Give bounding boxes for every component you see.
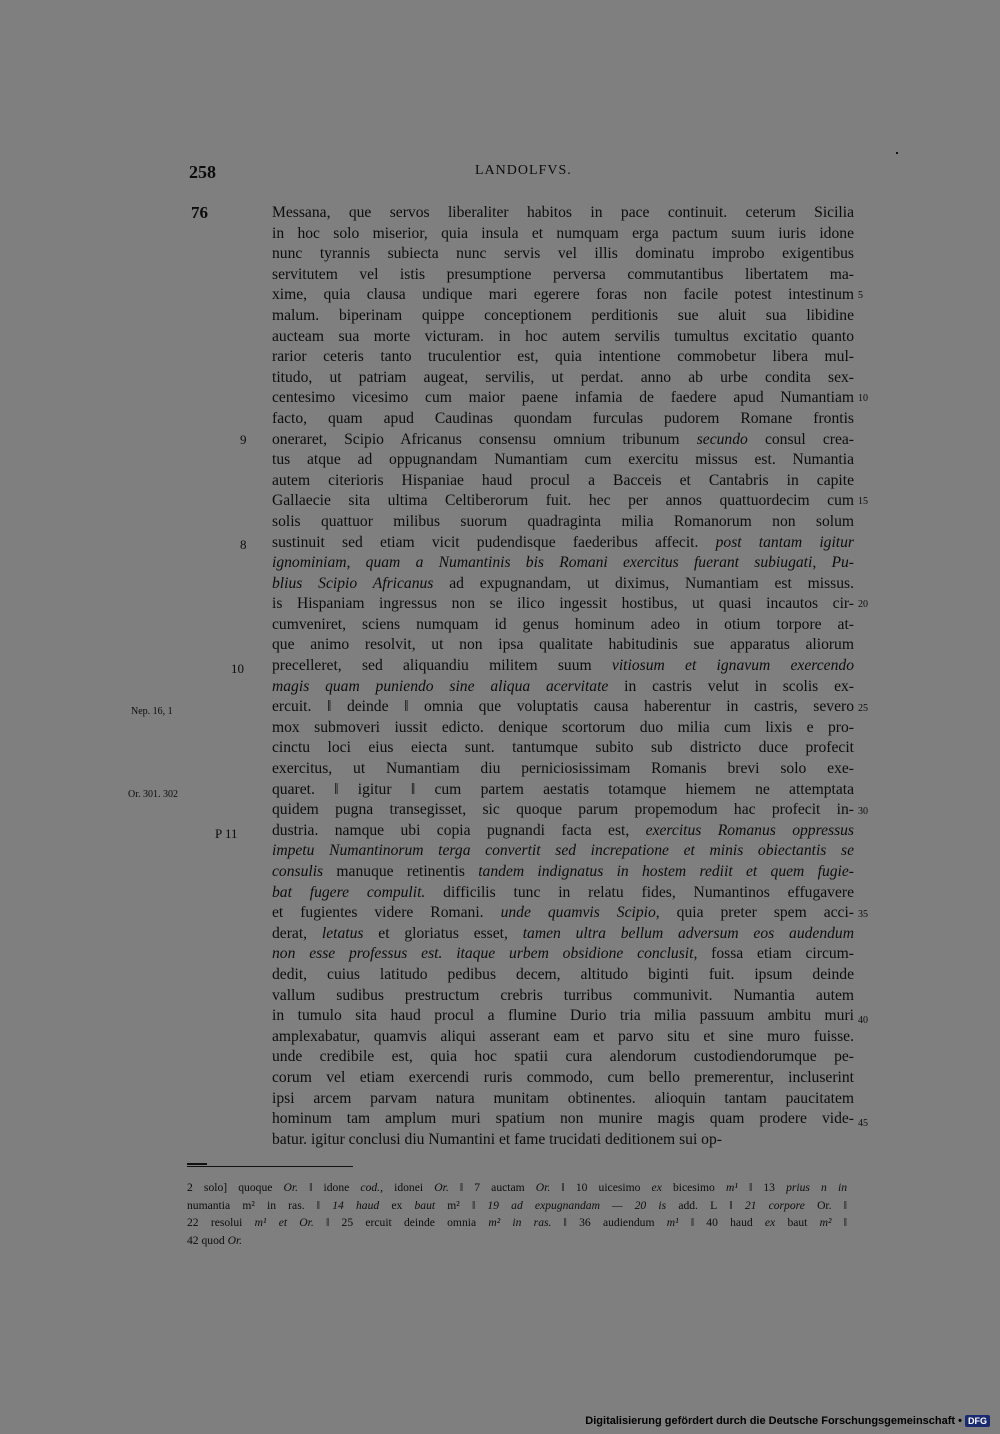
text-span: centesimo vicesimo cum maior paene infamia de faedere apud Numantiam bbox=[272, 389, 854, 407]
text-span: exercitus, ut Numantiam diu perniciosissimam Romanis brevi solo exe- bbox=[272, 760, 854, 778]
text-line bbox=[272, 615, 854, 636]
text-line bbox=[272, 965, 854, 986]
footnote-text: Or. bbox=[817, 1198, 832, 1212]
footnote-italic: ‖ 21 corpore bbox=[717, 1198, 818, 1212]
text-span: , quia preter spem acci- bbox=[655, 904, 854, 922]
footnote-text: ‖ 40 haud bbox=[678, 1216, 765, 1230]
text-span: xime, quia clausa undique mari egerere foras non facile potest intestinum bbox=[272, 286, 854, 304]
text-line bbox=[272, 986, 854, 1007]
text-line bbox=[272, 1006, 854, 1027]
footnote-italic: Or. bbox=[535, 1181, 551, 1194]
footnote-text: baut bbox=[775, 1216, 820, 1230]
italic-text: letatus bbox=[321, 924, 364, 942]
footnote-italic: ‖ 14 haud bbox=[304, 1198, 392, 1212]
text-span: rarior ceteris tanto truculentior est, quia intentione commobetur libera mul- bbox=[272, 348, 854, 366]
text-line bbox=[272, 883, 854, 904]
text-line bbox=[272, 553, 854, 574]
footnote-text: ‖ 13 bbox=[737, 1181, 787, 1194]
text-line bbox=[272, 1068, 854, 1089]
text-line bbox=[272, 594, 854, 615]
text-line bbox=[272, 1109, 854, 1130]
text-line bbox=[272, 903, 854, 924]
footnote-italic: Or. bbox=[434, 1181, 449, 1194]
footnote-text: numantia m² in ras. bbox=[187, 1198, 305, 1212]
footnote-line bbox=[187, 1179, 847, 1197]
footnote-text: 2 solo] quoque bbox=[187, 1181, 284, 1194]
text-line bbox=[272, 1027, 854, 1048]
text-line bbox=[272, 574, 854, 595]
text-span: Messana, que servos liberaliter habitos in pace continuit. ceterum Sicilia bbox=[272, 204, 854, 221]
source-number: 8 bbox=[240, 537, 247, 552]
text-span: cumveniret, sciens numquam id genus hominum adeo in otium torpore at- bbox=[272, 615, 854, 633]
italic-text: ignominiam, quam a Numantinis bis Romani exercitus fuerant subiugati, Pu- bbox=[272, 554, 854, 572]
text-line bbox=[272, 388, 854, 409]
footnote-line bbox=[187, 1232, 847, 1250]
text-line bbox=[272, 203, 854, 224]
text-line bbox=[272, 265, 854, 286]
footnote-italic: ‖ 19 ad expugnandam — 20 is bbox=[459, 1198, 679, 1212]
line-number: 35 bbox=[858, 909, 868, 920]
italic-text: bat fugere compulit. bbox=[272, 883, 426, 901]
text-line bbox=[272, 924, 854, 945]
footnote-text: ‖ 7 auctam bbox=[448, 1181, 536, 1194]
text-line bbox=[272, 1089, 854, 1110]
footnote-italic: ‖ bbox=[831, 1198, 847, 1212]
footnote-text: ‖ 25 ercuit deinde omnia bbox=[313, 1216, 489, 1230]
text-span: unde credibile est, quia hoc spatii cura alendorum custodiendorumque pe- bbox=[272, 1048, 854, 1066]
source-number: 9 bbox=[240, 432, 247, 447]
text-line bbox=[272, 471, 854, 492]
text-span: corum vel etiam exercendi ruris commodo, cum bello premerentur, incluserint bbox=[272, 1068, 854, 1086]
footnote-text: 42 quod bbox=[187, 1234, 228, 1248]
text-span: hominum tam amplum muri spatium non munire magis quam prodere vide- bbox=[272, 1110, 854, 1128]
source-number: 10 bbox=[231, 661, 244, 676]
text-line bbox=[272, 224, 854, 245]
text-span: difficilis tunc in relatu fides, Numantinos effugavere bbox=[425, 883, 854, 901]
text-span: precelleret, sed aliquandiu militem suum bbox=[272, 657, 612, 675]
italic-text: non esse professus est. itaque urbem obsidione conclusit, bbox=[272, 945, 698, 963]
text-line bbox=[272, 533, 854, 554]
footnote-text: 22 resolui bbox=[187, 1216, 255, 1230]
line-number: 10 bbox=[858, 393, 868, 404]
italic-text: unde quamvis Scipio bbox=[500, 904, 656, 922]
footnote-text: add. L bbox=[678, 1198, 718, 1212]
text-span: fossa etiam circum- bbox=[697, 945, 854, 963]
text-span: et fugientes videre Romani. bbox=[272, 904, 501, 922]
footnote-text: ‖ 10 uicesimo bbox=[550, 1181, 652, 1194]
text-line bbox=[272, 430, 854, 451]
text-span: et gloriatus esset, bbox=[363, 924, 523, 942]
text-line bbox=[272, 718, 854, 739]
text-line bbox=[272, 327, 854, 348]
main-text bbox=[272, 203, 854, 1150]
text-span: in tumulo sita haud procul a flumine Durio tria milia passuum ambitu muri bbox=[272, 1007, 854, 1025]
text-span: facto, quam apud Caudinas quondam furculas pudorem Romane frontis bbox=[272, 409, 854, 427]
line-number: 40 bbox=[858, 1015, 868, 1026]
italic-text: blius Scipio Africanus bbox=[272, 574, 434, 592]
text-line bbox=[272, 944, 854, 965]
footnote-italic: m² in ras. bbox=[488, 1216, 552, 1230]
text-line bbox=[272, 759, 854, 780]
footnote-italic: cod. bbox=[349, 1181, 381, 1194]
line-number: 45 bbox=[858, 1118, 868, 1129]
text-line bbox=[272, 738, 854, 759]
italic-text: impetu Numantinorum terga convertit sed increpatione et minis obiectantis se bbox=[272, 842, 854, 860]
text-span: solis quattuor milibus suorum quadraginta milia Romanorum non solum bbox=[272, 512, 854, 530]
text-line bbox=[272, 450, 854, 471]
line-number: 5 bbox=[858, 290, 863, 301]
italic-text: vitiosum et ignavum exercendo bbox=[611, 657, 854, 675]
text-span: dustria. namque ubi copia pugnandi facta est, bbox=[272, 821, 646, 839]
text-span: mox submoveri iussit edicto. denique scortorum duo milia cum lixis e pro- bbox=[272, 718, 854, 736]
italic-text: secundo bbox=[696, 430, 748, 448]
italic-text: post tantam igitur bbox=[715, 533, 854, 551]
text-line bbox=[272, 635, 854, 656]
funding-footer bbox=[585, 1415, 990, 1427]
italic-text: tamen ultra bellum adversum eos audendum bbox=[522, 924, 854, 942]
italic-text: magis quam puniendo sine aliqua acervitate bbox=[272, 677, 609, 695]
text-span: servitutem vel istis presumptione perversa commutantibus libertatem ma- bbox=[272, 265, 854, 283]
text-line bbox=[272, 306, 854, 327]
footnote-italic: Or. bbox=[227, 1234, 243, 1248]
footnote-text: ‖ 36 audiendum bbox=[551, 1216, 667, 1230]
text-line bbox=[272, 285, 854, 306]
chapter-number: 76 bbox=[191, 203, 208, 222]
text-line bbox=[272, 1047, 854, 1068]
text-span: dedit, cuius latitudo pedibus decem, altitudo biginti fuit. ipsum deinde bbox=[272, 965, 854, 983]
text-line bbox=[272, 841, 854, 862]
footnote-italic: Or. bbox=[283, 1181, 299, 1194]
text-span: quidem pugna transegisset, sic quoque parum propemodum hac profecit in- bbox=[272, 801, 854, 819]
footnote-italic: baut bbox=[402, 1198, 448, 1212]
italic-text: exercitus Romanus oppressus bbox=[645, 821, 854, 839]
text-span: vallum sudibus prestructum crebris turribus communivit. Numantia autem bbox=[272, 986, 854, 1004]
footnote-italic: ex bbox=[651, 1181, 662, 1194]
text-span: malum. biperinam quippe conceptionem perditionis sue aluit sua libidine bbox=[272, 306, 854, 324]
footnote-text: , idonei bbox=[380, 1181, 435, 1194]
running-head: LANDOLFVS. bbox=[475, 163, 572, 178]
margin-reference: Or. 301. 302 bbox=[128, 789, 178, 800]
footnote-rule bbox=[187, 1166, 353, 1167]
footnotes bbox=[187, 1179, 847, 1250]
footnote-italic: ex bbox=[764, 1216, 776, 1230]
text-span: titudo, ut patriam augeat, servilis, ut perdat. anno ab urbe condita sex- bbox=[272, 368, 854, 386]
text-span: amplexabatur, quamvis aliqui asserant eam et parvo situ et sine muro fuisse. bbox=[272, 1027, 854, 1045]
text-line bbox=[272, 244, 854, 265]
text-span: autem citerioris Hispaniae haud procul a Bacceis et Cantabris in capite bbox=[272, 471, 854, 489]
text-line bbox=[272, 677, 854, 698]
footnote-italic: m² bbox=[819, 1216, 832, 1230]
text-span: quaret. ‖ igitur ‖ cum partem aestatis totamque hiemem ne attemptata bbox=[272, 780, 854, 798]
italic-text: tandem indignatus in hostem rediit et quem fugie- bbox=[478, 863, 854, 880]
line-number: 15 bbox=[858, 496, 868, 507]
footnote-text: bicesimo bbox=[661, 1181, 726, 1194]
footnote-text: m² bbox=[447, 1198, 460, 1212]
text-line bbox=[272, 409, 854, 430]
text-span: aucteam sua morte victuram. in hoc autem servilis tumultus excitatio quanto bbox=[272, 327, 854, 345]
text-span: ercuit. ‖ deinde ‖ omnia que voluptatis causa haberentur in castris, severo bbox=[272, 698, 854, 716]
text-line bbox=[272, 368, 854, 389]
text-line bbox=[272, 347, 854, 368]
italic-text: consulis bbox=[272, 863, 324, 880]
line-number: 30 bbox=[858, 806, 868, 817]
speck bbox=[896, 152, 898, 154]
text-span: nunc tyrannis subiecta nunc servis vel illis dominatu improbo exigentibus bbox=[272, 245, 854, 263]
page-number: 258 bbox=[189, 162, 216, 182]
text-span: in castris velut in scolis ex- bbox=[608, 677, 854, 695]
funding-text: Digitalisierung gefördert durch die Deutsche Forschungsgemeinschaft • bbox=[585, 1415, 962, 1427]
text-line bbox=[272, 800, 854, 821]
text-span: in hoc solo miserior, quia insula et numquam erga pactum suum iuris idone bbox=[272, 224, 854, 242]
text-line bbox=[272, 697, 854, 718]
text-span: que animo resolvit, ut non ipsa qualitate habitudinis sue apparatus aliorum bbox=[272, 636, 854, 654]
footnote-italic: m¹ et Or. bbox=[254, 1216, 314, 1230]
footnote-text: ‖ idone bbox=[298, 1181, 350, 1194]
text-line bbox=[272, 821, 854, 842]
footnote-italic: m¹ bbox=[666, 1216, 679, 1230]
text-line bbox=[272, 491, 854, 512]
text-span: oneraret, Scipio Africanus consensu omnium tribunum bbox=[272, 430, 697, 448]
text-span: sustinuit sed etiam vicit pudendisque faederibus affecit. bbox=[272, 533, 716, 551]
text-line bbox=[272, 1130, 854, 1151]
footnote-text: ex bbox=[391, 1198, 403, 1212]
footnote-mark bbox=[187, 1163, 207, 1165]
line-number: 25 bbox=[858, 703, 868, 714]
footnote-line bbox=[187, 1197, 847, 1215]
text-span: derat, bbox=[272, 924, 322, 942]
footnote-italic: m¹ bbox=[725, 1181, 738, 1194]
text-line bbox=[272, 512, 854, 533]
text-line bbox=[272, 780, 854, 801]
text-span: Gallaecie sita ultima Celtiberorum fuit. hec per annos quattuordecim cum bbox=[272, 492, 854, 510]
footnote-text: ‖ bbox=[831, 1216, 847, 1230]
margin-reference: Nep. 16, 1 bbox=[131, 706, 173, 717]
text-span: tus atque ad oppugnandam Numantiam cum exercitu missus est. Numantia bbox=[272, 451, 854, 469]
line-number: 20 bbox=[858, 599, 868, 610]
text-line bbox=[272, 862, 854, 883]
text-span: cinctu loci eius eiecta sunt. tantumque subito sub districto duce profecit bbox=[272, 739, 854, 757]
text-span: consul crea- bbox=[747, 430, 854, 448]
text-line bbox=[272, 656, 854, 677]
text-span: is Hispaniam ingressus non se ilico ingessit hostibus, ut quasi incautos cir- bbox=[272, 595, 854, 613]
footnote-italic: prius n in bbox=[786, 1181, 847, 1194]
text-span: ipsi arcem parvam natura munitam obtinentes. alioquin tantam paucitatem bbox=[272, 1089, 854, 1107]
text-span: ad expugnandam, ut diximus, Numantiam est missus. bbox=[433, 574, 854, 592]
source-number: P 11 bbox=[215, 826, 238, 841]
footnote-line bbox=[187, 1214, 847, 1232]
text-span: batur. igitur conclusi diu Numantini et fame trucidati deditionem sui op- bbox=[272, 1130, 722, 1148]
text-span: manuque retinentis bbox=[323, 863, 479, 880]
dfg-logo: DFG bbox=[965, 1415, 990, 1427]
